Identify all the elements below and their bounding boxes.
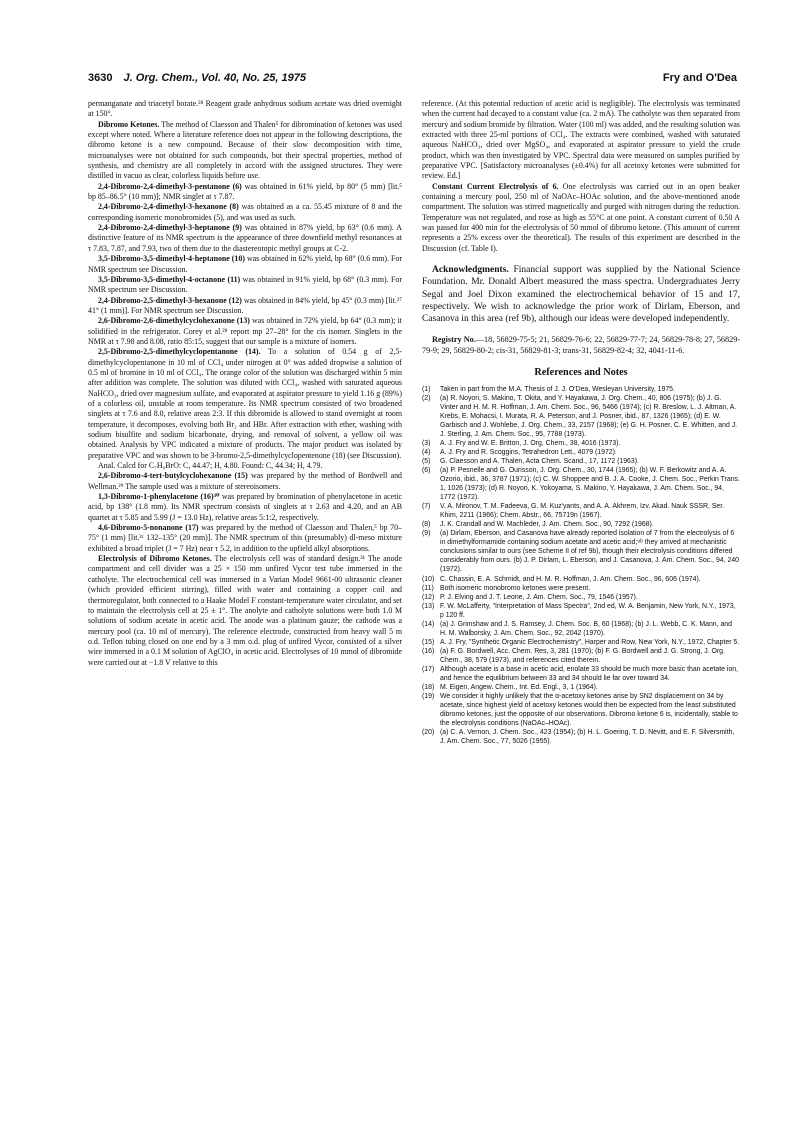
reference-number: (7) [422, 503, 431, 511]
compound-name: 2,6-Dibromo-4-tert-butylcyclohexanone (15) [98, 471, 248, 481]
reference-text: G. Claesson and A. Thalen, Acta Chem. Scand., 17, 1172 (1963). [440, 457, 639, 465]
reference-item [422, 457, 740, 466]
paragraph-dibromo-ketones [88, 120, 402, 182]
compound-text: was obtained in 61% yield, bp 80° (5 mm) [lit.⁵ bp 85–86.5° (10 mm)]; NMR singlet at τ 7.87. [88, 181, 402, 202]
reference-text: Although acetate is a base in acetic acid, enolate 33 should be much more basic than acetate ion, and hence the equilibrium between 33 and 34 should lie far over toward 34. [440, 665, 739, 683]
references-title: References and Notes [534, 367, 628, 379]
reference-text: (a) Dirlam, Eberson, and Casanova have already reported isolation of 7 from the electrolysis of 6 in dimethylformamide containing sodium acetate and acetic acid;⁹ᵇ they arrived at mechanistic conclusions similar to ours (see Scheme II of ref 9b), though their electrolysis conditions differed considerably from ours. (b) J. P. Dirlam, L. Eberson, and J. Casanova, J. Am. Chem. Soc., 94, 240 (1972). [440, 530, 739, 574]
paragraph-text: One electrolysis was carried out in an open beaker containing a mercury pool, 250 ml of NaOAc–HOAc solution, and the above-mentioned anode compartment. The solution was stirred magnetically and purged with nitrogen during the reduction. Temperature was not regulated, and rose as high as 55°C at one point. A constant current of 0.50 A was passed for 400 min for the electrolysis of 50 mmol of dibromo ketone. (This amount of current represents a 25% excess over the theoretical). The results of this experiment are described in the Discussion (cf. Table I). [422, 181, 740, 253]
reference-item [422, 385, 740, 394]
reference-text: A. J. Fry and R. Scoggins, Tetrahedron Lett., 4079 (1972). [440, 448, 617, 456]
reference-number: (17) [422, 665, 435, 673]
compound-text: was obtained as a ca. 55.45 mixture of 8 and the corresponding isomeric monobromides (5), and was used as such. [88, 202, 402, 222]
section-heading: Acknowledgments. [432, 265, 509, 276]
running-authors: Fry and O'Dea [662, 72, 737, 84]
paragraph: permanganate and triacetyl borate.²⁸ Reagent grade anhydrous sodium acetate was dried overnight at 150°. [88, 99, 402, 119]
reference-number: (13) [422, 602, 435, 610]
compound-name: 4,6-Dibromo-5-nonanone (17) [98, 523, 199, 533]
section-heading: Constant Current Electrolysis of 6. [432, 181, 559, 191]
compound-entry [88, 347, 402, 461]
compound-entry [88, 471, 402, 492]
reference-text: (a) J. Grimshaw and J. S. Ramsey, J. Chem. Soc. B, 60 (1968); (b) J. L. Webb, C. K. Mann, and H. M. Walborsky, J. Am. Chem. Soc., 92, 2042 (1970). [440, 620, 732, 637]
reference-text: F. W. McLafferty, "Interpretation of Mass Spectra", 2nd ed, W. A. Benjamin, New York, N.Y., 1973, p 120 ff. [440, 602, 736, 619]
reference-number: (16) [422, 647, 435, 655]
reference-number: (10) [422, 575, 435, 583]
paragraph-text: —18, 56829-75-5; 21, 56829-76-6; 22, 56829-77-7; 24, 56829-78-8; 27, 56829-79-9; 29, 56829-80-2; cis-31, 56829-81-3; trans-31, 56829-82-4; 32, 4041-11-6. [422, 335, 741, 355]
reference-item [422, 620, 740, 638]
reference-number: (6) [422, 466, 431, 474]
compound-text: was obtained in 84% yield, bp 45° (0.3 mm) [lit.²⁷ 41° (1 mm)]. For NMR spectrum see Discussion. [88, 295, 403, 315]
reference-text: J. K. Crandall and W. Machleder, J. Am. Chem. Soc., 90, 7292 (1968). [440, 521, 654, 529]
left-column [88, 99, 402, 668]
section-heading: Dibromo Ketones. [98, 119, 160, 129]
acknowledgments [422, 264, 740, 325]
paragraph-text: Financial support was supplied by the National Science Foundation. Mr. Donald Albert measured the mass spectra. Undergraduates Jerry Segal and Joel Dixon examined the electrochemical behavior of 15 and 17, respectively. We wish to acknowledge the prior work of Dirlam, Eberson, and Casanova in this area (ref 9b), although our ideas were developed independently. [422, 265, 741, 324]
compound-name: 2,4-Dibromo-2,4-dimethyl-3-pentanone (6) [98, 181, 242, 191]
reference-number: (9) [422, 530, 431, 538]
reference-item [422, 584, 740, 593]
compound-text: was prepared by the method of Bordwell and Wellman.²⁹ The sample used was a mixture of stereoisomers. [88, 471, 402, 491]
reference-text: (a) R. Noyori, S. Makino, T. Okita, and Y. Hayakawa, J. Org. Chem., 40, 806 (1975); (b) J. G. Vinter and H. M. R. Hoffman, J. Am. Chem. Soc., 96, 5466 (1974); (c) R. Breslow, L. J. Altman, A. Krebs, E. Mohacsi, I. Murata, R. A. Peterson, and J. Posner, ibid., 87, 1326 (1965); (d) E. W. Garbisch and J. Wohlebe, J. Org. Chem., 33, 2157 (1968); (e) G. H. Posner, C. E. Whitten, and J. J. Sterling, J. Am. Chem. Soc., 95, 7788 (1973). [440, 394, 738, 438]
reference-number: (12) [422, 593, 435, 601]
reference-number: (3) [422, 439, 431, 447]
paragraph-electrolysis [88, 554, 402, 668]
reference-text: V. A. Mironov, T. M. Fadeeva, G. M. Kuz'yants, and A. A. Akhrem, Izv. Akad. Nauk SSSR, Ser. Khim, 2211 (1966); Chem. Abstr., 66, 75719n (1967). [440, 503, 725, 520]
reference-text: (a) F. G. Bordwell, Acc. Chem. Res, 3, 281 (1970); (b) F. G. Bordwell and J. G. Strong, J. Org. Chem., 38, 579 (1973), and references cited therein. [440, 647, 725, 664]
compound-entry [88, 202, 402, 223]
compound-entry [88, 275, 402, 296]
page-header [88, 72, 737, 88]
compound-text: was prepared by bromination of phenylacetone in acetic acid, bp 138° (1.8 mm). Its NMR spectrum consists of singlets at τ 2.63 and 4.20, and an AB quartet at τ 5.85 and 5.99 (J = 13.0 Hz), relative areas 5:1:2, respectively. [88, 492, 403, 522]
reference-text: A. J. Fry, "Synthetic Organic Electrochemistry", Harper and Row, New York, N.Y., 1972, Chapter 5. [440, 638, 740, 646]
reference-item [422, 502, 740, 520]
compound-name: 3,5-Dibromo-3,5-dimethyl-4-octanone (11) [98, 274, 241, 284]
reference-text: A. J. Fry and W. E. Britton, J. Org. Chem., 38, 4016 (1973). [440, 439, 621, 447]
reference-item [422, 602, 740, 620]
reference-number: (19) [422, 693, 435, 701]
reference-item [422, 593, 740, 602]
paragraph: reference. (At this potential reduction of acetic acid is negligible). The electrolysis was terminated when the current had decayed to a constant value (ca. 2 mA). The catholyte was then separated from mercury and sodium bromide by filtration. Water (100 ml) was added, and the resulting solution was extracted with three 25-ml portions of CCl₄. The extracts were combined, washed with saturated aqueous NaHCO₃, dried over MgSO₄, and evaporated at aspirator pressure to yield the crude product, which was then investigated by VPC. Spectral data were measured on samples purified by preparative VPC. [Satisfactory microanalyses (±0.4%) for all acetoxy ketones were submitted for review. Ed.] [422, 99, 740, 181]
reference-number: (11) [422, 584, 434, 592]
reference-item [422, 520, 740, 529]
reference-number: (18) [422, 684, 435, 692]
compound-entry [88, 223, 402, 254]
reference-item [422, 448, 740, 457]
journal-citation: J. Org. Chem., Vol. 40, No. 25, 1975 [123, 72, 306, 84]
compound-name: 2,4-Dibromo-2,4-dimethyl-3-hexanone (8) [98, 202, 239, 212]
paragraph-constant-current [422, 182, 740, 254]
reference-item [422, 647, 740, 665]
reference-item [422, 394, 740, 439]
compound-entry [88, 296, 402, 317]
analysis-line: Anal. Calcd for C₇H₉BrO: C, 44.47; H, 4.80. Found: C, 44.34; H, 4.79. [98, 461, 323, 471]
reference-text: Taken in part from the M.A. Thesis of J. J. O'Dea, Wesleyan University, 1975. [440, 385, 675, 393]
reference-number: (8) [422, 521, 431, 529]
compound-text: was prepared by the method of Claesson and Thalen,⁵ bp 70–75° (1 mm) [lit.²ᶜ 132–135° (20 mm)]. The NMR spectrum of this (presumably) dl-meso mixture exhibited a broad triplet (J = 7 Hz) near τ 5.2, in addition to the upfield alkyl absorptions. [88, 523, 402, 553]
compound-name: 3,5-Dibromo-3,5-dimethyl-4-heptanone (10) [98, 254, 245, 264]
compound-entry [88, 492, 402, 523]
compound-entry [88, 182, 402, 203]
reference-number: (4) [422, 448, 431, 456]
compound-text: To a solution of 0.54 g of 2,5-dimethylcyclopentanone in 10 ml of CCl₄ under nitrogen at 0° was added dropwise a solution of 0.5 ml of bromine in 10 ml of CCl₄. The orange color of the solution was discharged within 5 min after addition was complete. The solution was diluted with CCl₄, washed with saturated aqueous NaHCO₃, dried over magnesium sulfate, and evaporated at aspirator pressure to yield 1.16 g (89%) of a colorless oil, unstable at room temperature. Its NMR spectrum consisted of two broadened singlets at τ 7.6 and 8.0, relative areas 2:3. If this dibromide is allowed to stand overnight at room temperature, it decomposes, evolving both Br₂ and HBr. After extraction with ether, washing with sodium bisulfite and sodium bicarbonate, drying, and removal of solvent, a yellow oil was obtained. Analysis by VPC indicated a mixture of products. The major product was isolated by preparative VPC and was shown to be 3-bromo-2,5-dimethylcyclopentenone (18) (see Discussion). [88, 347, 402, 460]
reference-item [422, 683, 740, 692]
compound-name: 2,6-Dibromo-2,6-dimethylcyclohexanone (13) [98, 316, 250, 326]
compound-name: 2,4-Dibromo-2,5-dimethyl-3-hexanone (12) [98, 295, 242, 305]
reference-text: (a) P. Pesnelle and G. Ourisson, J. Org. Chem., 30, 1744 (1965); (b) W. F. Berkowitz and A. A. Ozorio, ibid., 36, 3787 (1971); (c) C. W. Shoppee and B. J. A. Cooke, J. Chem. Soc., Perkin Trans. 1, 1026 (1973); (d) R. Noyori, K. Yokoyama, S. Makino, Y. Hayakawa, J. Am. Chem. Soc., 94, 1772 (1972). [440, 466, 740, 502]
registry-numbers [422, 335, 740, 356]
compound-name: 1,3-Dibromo-1-phenylacetone (16)³⁰ [98, 492, 220, 502]
compound-text: was obtained in 87% yield, bp 63° (0.6 mm). A distinctive feature of its NMR spectrum is the appearance of three downfield methyl resonances at τ 7.83, 7.87, and 7.93, two of them due to the diastereotopic methyl groups at C-2. [88, 223, 402, 253]
reference-item [422, 439, 740, 448]
compound-name: 2,4-Dibromo-2,4-dimethyl-3-heptanone (9) [98, 223, 242, 233]
paragraph-text: The electrolysis cell was of standard design.³¹ The anode compartment and cell divider was a 25 × 150 mm unfired Vycor test tube immersed in the catholyte. The electrochemical cell was immersed in a Varian Model 9661-00 ultrasonic cleaner (which provided efficient stirring), filled with water and containing a copper coil and thermoregulator, both connected to a Haake Model F constant-temperature water circulator, and set to maintain the electrolysis cell at 25 ± 1°. The anolyte and catholyte solutions were both 1.0 M solutions of sodium acetate in acetic acid. The anode was a platinum gauze; the cathode was a mercury pool (ca. 10 ml of mercury). The reference electrode, constructed from heavy wall 5 m o.d. Teflon tubing closed on one end by a 3 mm o.d. plug of unfired Vycor, consisted of a silver wire immersed in a 0.1 M solution of AgClO₄ in acetic acid. Electrolyses of 10 mmol of dibromide were carried out at −1.8 V relative to this [88, 554, 402, 667]
paragraph-text: The method of Claesson and Thalen⁵ for dibromination of ketones was used except where noted. Where a literature reference does not appear in the following descriptions, the dibromo ketone is a new compound. Because of their slow decomposition with time, microanalyses were not obtained for such compounds, but their spectral properties, method of synthesis, and chemistry are all completely in accord with the assigned structures. They were distilled in vacuo as clear, colorless liquids before use. [88, 119, 402, 181]
section-heading: Electrolysis of Dibromo Ketones. [98, 554, 212, 564]
reference-number: (1) [422, 385, 431, 393]
reference-number: (2) [422, 394, 431, 402]
reference-text: P. J. Elving and J. T. Leone, J. Am. Chem. Soc., 79, 1546 (1957). [440, 593, 638, 601]
references-list [422, 385, 740, 747]
compound-entry [88, 254, 402, 275]
reference-item [422, 665, 740, 683]
page-number: 3630 [88, 72, 113, 84]
reference-text: M. Eigen, Angew. Chem., Int. Ed. Engl., 3, 1 (1964). [440, 684, 598, 692]
right-column [422, 99, 740, 746]
compound-entry [88, 316, 402, 347]
compound-name: 2,5-Dibromo-2,5-dimethylcyclopentanone (14). [98, 347, 261, 357]
reference-number: (15) [422, 638, 435, 646]
compound-entry [88, 523, 402, 554]
compound-text: was obtained in 72% yield, bp 64° (0.3 mm); it solidified in the refrigerator. Corey et al.²⁸ report mp 27–28° for the cis isomer. Singlets in the NMR at τ 7.98 and 8.08, ratio 85:15, suggest that our sample is a mixture of isomers. [88, 316, 402, 346]
reference-text: Both isomeric monobromo ketones were present. [440, 584, 591, 592]
reference-item [422, 638, 740, 647]
reference-text: C. Chassin, E. A. Schmidt, and H. M. R. Hoffman, J. Am. Chem. Soc., 96, 606 (1974). [440, 575, 701, 583]
reference-text: We consider it highly unlikely that the α-acetoxy ketones arise by SN2 displacement on 34 by acetate, since highest yield of acetoxy ketones would then be expected from the least substituted dibromo ketones, just the opposite of our observations. Dibromo ketone 6 is, incidentally, stable to the electrolysis conditions (NaOAc–HOAc). [440, 693, 738, 728]
reference-number: (5) [422, 457, 431, 465]
reference-item [422, 692, 740, 728]
compound-text: was obtained in 62% yield, bp 68° (0.6 mm). For NMR spectrum see Discussion. [88, 254, 402, 274]
reference-item [422, 728, 740, 746]
section-heading: Registry No. [432, 335, 476, 345]
compound-text: was obtained in 91% yield, bp 68° (0.3 mm). For NMR spectrum see Discussion. [88, 274, 402, 295]
reference-number: (14) [422, 620, 435, 628]
reference-item [422, 466, 740, 502]
reference-item [422, 529, 740, 574]
reference-text: (a) C. A. Vernon, J. Chem. Soc., 423 (1954); (b) H. L. Goering, T. D. Nevitt, and E. F. Silversmith, J. Am. Chem. Soc., 77, 5026 (1955). [440, 729, 735, 746]
reference-number: (20) [422, 729, 435, 737]
reference-item [422, 575, 740, 584]
